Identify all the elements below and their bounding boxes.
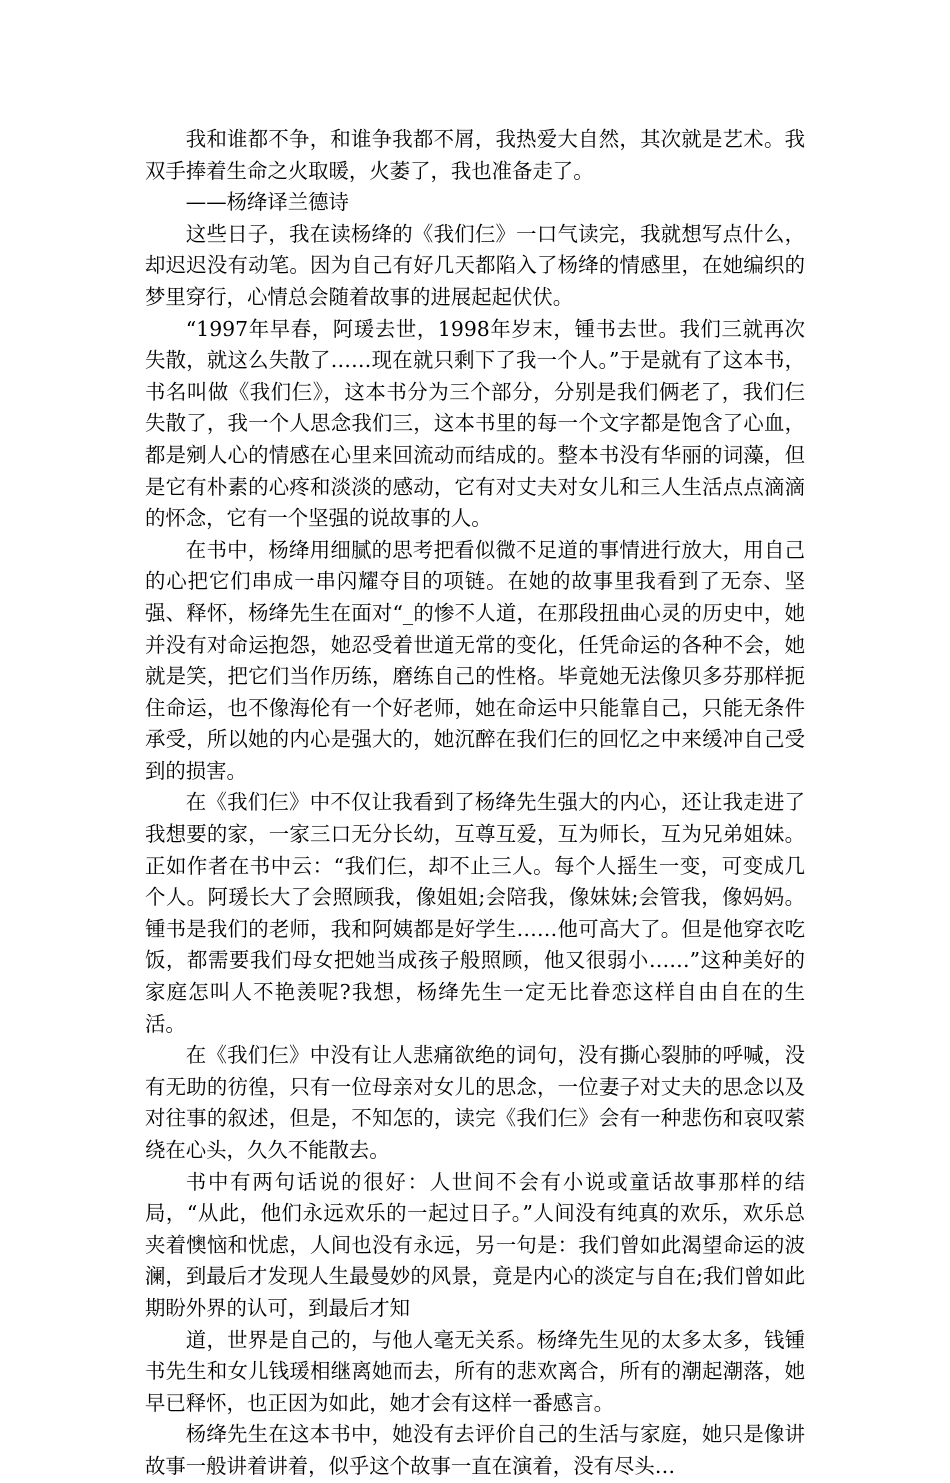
paragraph: 书中有两句话说的很好：人世间不会有小说或童话故事那样的结局，“从此，他们永远欢乐的一起过日子。”人间没有纯真的欢乐，欢乐总夹着懊恼和忧虑，人间也没有永远，另一句是：我们曾如此渴望命运的波澜，到最后才发现人生最曼妙的风景，竟是内心的淡定与自在;我们曾如此期盼外界的认可，到最后才知	[145, 1169, 805, 1320]
paragraph: 在《我们仨》中不仅让我看到了杨绛先生强大的内心，还让我走进了我想要的家，一家三口无分长幼，互尊互爱，互为师长，互为兄弟姐妹。正如作者在书中云：“我们仨，却不止三人。每个人摇生一变，可变成几个人。阿瑗长大了会照顾我，像姐姐;会陪我，像妹妹;会管我，像妈妈。锺书是我们的老师，我和阿姨都是好学生……他可高大了。但是他穿衣吃饭，都需要我们母女把她当成孩子般照顾，他又很弱小……”这种美好的家庭怎叫人不艳羡呢?我想，杨绛先生一定无比眷恋这样自由自在的生活。	[145, 790, 805, 1036]
paragraph: 这些日子，我在读杨绛的《我们仨》一口气读完，我就想写点什么，却迟迟没有动笔。因为自己有好几天都陷入了杨绛的情感里，在她编织的梦里穿行，心情总会随着故事的进展起起伏伏。	[145, 221, 805, 309]
paragraph: “1997年早春，阿瑗去世，1998年岁末，锺书去世。我们三就再次失散，就这么失散了……现在就只剩下了我一个人。”于是就有了这本书，书名叫做《我们仨》，这本书分为三个部分，分别是我们俩老了，我们仨失散了，我一个人思念我们三，这本书里的每一个文字都是饱含了心血，都是剜人心的情感在心里来回流动而结成的。整本书没有华丽的词藻，但是它有朴素的心疼和淡淡的感动，它有对丈夫对女儿和三人生活点点滴滴的怀念，它有一个坚强的说故事的人。	[145, 316, 805, 531]
paragraph: 在《我们仨》中没有让人悲痛欲绝的词句，没有撕心裂肺的呼喊，没有无助的彷徨，只有一位母亲对女儿的思念，一位妻子对丈夫的思念以及对往事的叙述，但是，不知怎的，读完《我们仨》会有一种悲伤和哀叹萦绕在心头，久久不能散去。	[145, 1043, 805, 1162]
paragraph: 道，世界是自己的，与他人毫无关系。杨绛先生见的太多太多，钱锺书先生和女儿钱瑗相继离她而去，所有的悲欢离合，所有的潮起潮落，她早已释怀，也正因为如此，她才会有这样一番感言。	[145, 1327, 805, 1415]
paragraph: 杨绛先生在这本书中，她没有去评价自己的生活与家庭，她只是像讲故事一般讲着讲着，似乎这个故事一直在演着，没有尽头…	[145, 1422, 805, 1478]
paragraph: 在书中，杨绛用细腻的思考把看似微不足道的事情进行放大，用自己的心把它们串成一串闪耀夺目的项链。在她的故事里我看到了无奈、坚强、释怀，杨绛先生在面对“_的惨不人道，在那段扭曲心灵的历史中，她并没有对命运抱怨，她忍受着世道无常的变化，任凭命运的各种不会，她就是笑，把它们当作历练，磨练自己的性格。毕竟她无法像贝多芬那样扼住命运，也不像海伦有一个好老师，她在命运中只能靠自己，只能无条件承受，所以她的内心是强大的，她沉醉在我们仨的回忆之中来缓冲自己受到的损害。	[145, 537, 805, 783]
document-body	[145, 124, 805, 1483]
paragraph-epigraph: 我和谁都不争，和谁争我都不屑，我热爱大自然，其次就是艺术。我双手捧着生命之火取暖，火萎了，我也准备走了。	[145, 127, 805, 183]
paragraph-epigraph-attribution: ——杨绛译兰德诗	[185, 190, 349, 215]
